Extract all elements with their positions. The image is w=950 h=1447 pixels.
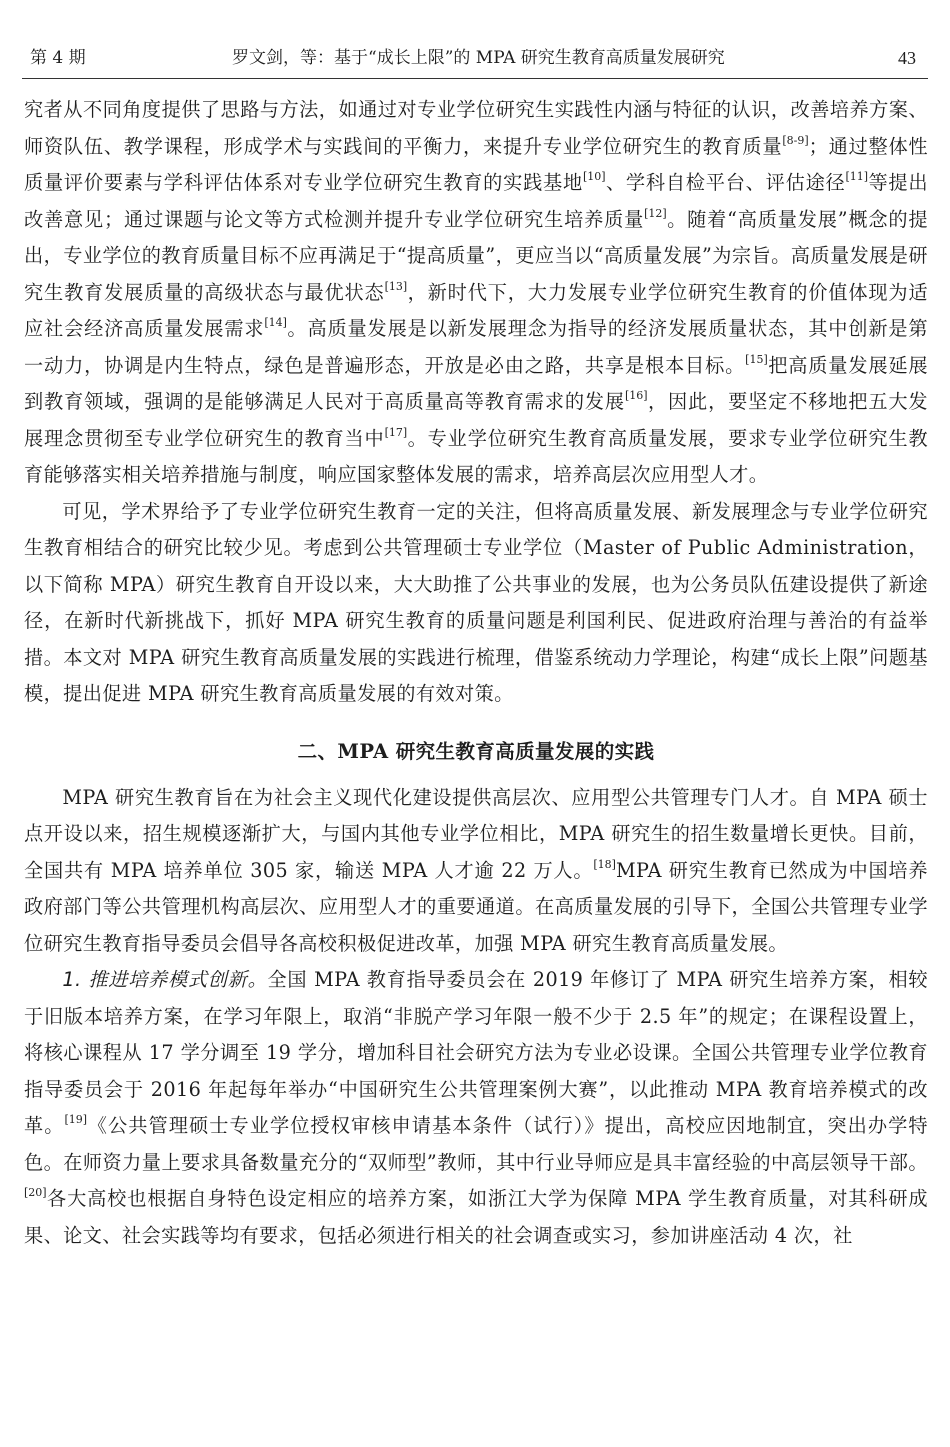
citation: [10] bbox=[582, 170, 606, 183]
citation: [11] bbox=[845, 170, 869, 183]
running-header bbox=[22, 40, 926, 76]
citation: [12] bbox=[644, 206, 667, 220]
citation: [13] bbox=[384, 279, 408, 293]
citation: [15] bbox=[745, 352, 768, 366]
paragraph-3: MPA 研究生教育旨在为社会主义现代化建设提供高层次、应用型公共管理专门人才。自 MPA 硕士点开设以来，招生规模逐渐扩大，与国内其他专业学位相比，MPA 研究生的招生数量增长更快。目前，全国共有 MPA 培养单位 305 家，输送 MPA 人才逾 22 万人。[18]MPA 研究生教育已然成为中国培养政府部门等公共管理机构高层次、应用型人才的重要通道。在高质量发展的引导下，全国公共管理专业学位研究生教育指导委员会倡导各高校积极促进改革，加强 MPA 研究生教育高质量发展。 bbox=[24, 785, 928, 955]
paragraph-2: 可见，学术界给予了专业学位研究生教育一定的关注，但将高质量发展、新发展理念与专业学位研究生教育相结合的研究比较少见。考虑到公共管理硕士专业学位（Master of Public Administration，以下简称 MPA）研究生教育自开设以来，大大助推了公共事业的发展，也为公务员队伍建设提供了新途径，在新时代新挑战下，抓好 MPA 研究生教育的质量问题是利国利民、促进政府治理与善治的有益举措。本文对 MPA 研究生教育高质量发展的实践进行梳理，借鉴系统动力学理论，构建“成长上限”问题基模，提出促进 MPA 研究生教育高质量发展的有效对策。 bbox=[24, 499, 928, 705]
citation: [8-9] bbox=[782, 133, 809, 147]
header-rule bbox=[22, 78, 928, 79]
citation: [17] bbox=[384, 425, 408, 439]
paragraph-1: 究者从不同角度提供了思路与方法，如通过对专业学位研究生实践性内涵与特征的认识，改善培养方案、师资队伍、教学课程，形成学术与实践间的平衡力，来提升专业学位研究生的教育质量[8-9]；通过整体性质量评价要素与学科评估体系对专业学位研究生教育的实践基地[10]、学科自检平台、评估途径[11]等提出改善意见；通过课题与论文等方式检测并提升专业学位研究生培养质量[12]。随着“高质量发展”概念的提出，专业学位的教育质量目标不应再满足于“提高质量”，更应当以“高质量发展”为宗旨。高质量发展是研究生教育发展质量的高级状态与最优状态[13]，新时代下，大力发展专业学位研究生教育的价值体现为适应社会经济高质量发展需求[14]。高质量发展是以新发展理念为指导的经济发展质量状态，其中创新是第一动力，协调是内生特点，绿色是普遍形态，开放是必由之路，共享是根本目标。[15]把高质量发展延展到教育领域，强调的是能够满足人民对于高质量高等教育需求的发展[16]，因此，要坚定不移地把五大发展理念贯彻至专业学位研究生的教育当中[17]。专业学位研究生教育高质量发展，要求专业学位研究生教育能够落实相关培养措施与制度，响应国家整体发展的需求，培养高层次应用型人才。 bbox=[24, 98, 929, 486]
citation: [14] bbox=[264, 316, 287, 329]
article-body bbox=[24, 92, 928, 1254]
paragraph-4: 1. 推进培养模式创新。全国 MPA 教育指导委员会在 2019 年修订了 MPA 研究生培养方案，相较于旧版本培养方案，在学习年限上，取消“非脱产学习年限一般不少于 2.5 年”的规定；在课程设置上，将核心课程从 17 学分调至 19 学分，增加科目社会研究方法为专业必设课。全国公共管理专业学位教育指导委员会于 2016 年起每年举办“中国研究生公共管理案例大赛”，以此推动 MPA 教育培养模式的改革。[19]《公共管理硕士专业学位授权审核申请基本条件（试行）》提出，高校应因地制宜，突出办学特色。在师资力量上要求具备数量充分的“双师型”教师，其中行业导师应是具丰富经验的中高层领导干部。[20]各大高校也根据自身特色设定相应的培养方案，如浙江大学为保障 MPA 学生教育质量，对其科研成果、论文、社会实践等均有要求，包括必须进行相关的社会调查或实习，参加讲座活动 4 次，社 bbox=[24, 968, 928, 1247]
citation: [20] bbox=[24, 1186, 47, 1199]
issue-number: 第 4 期 bbox=[30, 48, 86, 68]
running-title: 罗文剑，等：基于“成长上限”的 MPA 研究生教育高质量发展研究 bbox=[232, 48, 725, 68]
citation: [19] bbox=[64, 1113, 88, 1126]
subsection-lead: 1. 推进培养模式创新。 bbox=[62, 968, 268, 991]
page-number: 43 bbox=[898, 48, 916, 68]
citation: [16] bbox=[624, 389, 648, 402]
section-heading: 二、MPA 研究生教育高质量发展的实践 bbox=[297, 739, 655, 763]
citation: [18] bbox=[593, 857, 616, 871]
